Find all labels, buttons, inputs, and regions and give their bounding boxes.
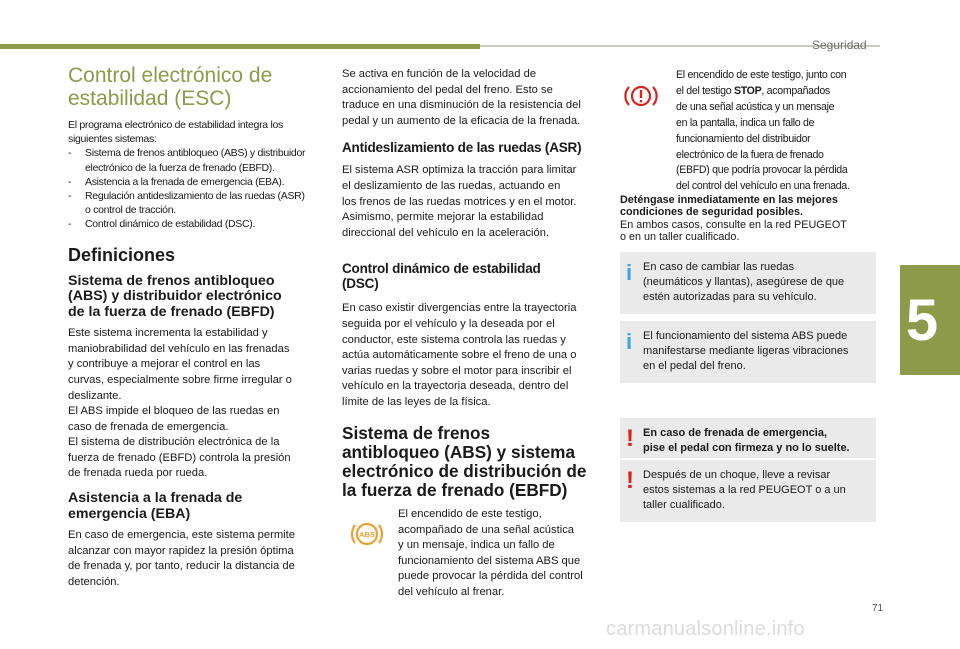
brake-lamp-text: El encendido de este testigo, junto con el del testigo STOP, acompañados de una señal acústica y un mensaje en la pantalla, indica un fallo de funcionamiento del distribuidor electrónico de la fuera de frenado (EBFD) que podría provocar la pérdida del control del vehículo en una frenada. xyxy=(676,69,850,193)
info-icon: i xyxy=(626,329,633,354)
list-item: - Sistema de frenos antibloqueo (ABS) y distribuidor electrónico de la fuerza de frenado (EBFD). xyxy=(68,147,306,174)
definitions-heading: Definiciones xyxy=(68,244,176,265)
warning-note-after-crash: ! Después de un choque, lleve a revisar estos sistemas a la red PEUGEOT o a un taller cualificado. xyxy=(620,460,876,522)
abs-icon-label: ABS xyxy=(359,530,375,539)
brake-warning-lamp-icon xyxy=(624,81,658,111)
list-item: - Asistencia a la frenada de emergencia (EBA). xyxy=(68,175,285,188)
list-item: - Control dinámico de estabilidad (DSC). xyxy=(68,218,256,231)
eba-text: En caso de emergencia, este sistema permite alcanzar con mayor rapidez la presión óptima de frenada y, por tanto, reducir la distancia de detención. xyxy=(68,529,295,588)
info-note-abs-vibrations: i El funcionamiento del sistema ABS puede manifestarse mediante ligeras vibraciones en el pedal del freno. xyxy=(620,321,876,383)
watermark-link[interactable]: carmanualsonline.info xyxy=(606,618,805,640)
warning-exclamation-icon: ! xyxy=(626,467,634,494)
dsc-heading: Control dinámico de estabilidad (DSC) xyxy=(342,261,541,292)
list-item: - Regulación antideslizamiento de las ruedas (ASR) o control de tracción. xyxy=(68,190,305,217)
abs-warning-lamp-icon xyxy=(350,517,384,551)
column-1 xyxy=(68,64,323,590)
page-number: 71 xyxy=(872,603,884,614)
header-accent-bar xyxy=(0,44,480,49)
abs-lamp-text: El encendido de este testigo, acompañado de una señal acústica y un mensaje, indica un fallo de funcionamiento del sistema ABS que puede provocar la pérdida del control del vehículo al frenar. xyxy=(398,508,583,598)
stop-instructions: Deténgase inmediatamente en las mejores condiciones de seguridad posibles. En ambos casos, consulte en la red PEUGEOT o en un taller cualificado. xyxy=(620,194,847,244)
eba-activation-text: Se activa en función de la velocidad de accionamiento del pedal del freno. Esto se traduce en una disminución de la resistencia del pedal y un aumento de la eficacia de la frenada. xyxy=(342,68,581,127)
warning-exclamation-icon: ! xyxy=(626,425,634,452)
chapter-number: 5 xyxy=(905,287,939,353)
abs-ebfd-text: Este sistema incrementa la estabilidad y maniobrabilidad del vehículo en las frenadas y contribuye a mejorar el control en las curvas, especialmente sobre firme irregular o deslizante. El ABS impide el bloqueo de las ruedas en caso de frenada de emergencia. El sistema de distribución electrónica de la fuerza de frenado (EBFD) controla la presión de frenada rueda por rueda. xyxy=(68,327,292,480)
asr-text: El sistema ASR optimiza la tracción para limitar el deslizamiento de las ruedas, actuando en los frenos de las ruedas motrices y en el motor. Asimismo, permite mejorar la estabilidad direccional del vehículo en la aceleración. xyxy=(342,164,577,239)
section-label: Seguridad xyxy=(812,38,867,52)
asr-heading: Antideslizamiento de las ruedas (ASR) xyxy=(342,140,582,156)
eba-heading: Asistencia a la frenada de emergencia (EBA) xyxy=(68,490,243,522)
warning-note-emergency-braking: ! En caso de frenada de emergencia, pise el pedal con firmeza y no lo suelte. xyxy=(620,418,876,458)
abs-ebfd-heading: Sistema de frenos antibloqueo (ABS) y distribuidor electrónico de la fuerza de frenado (EBFD) xyxy=(68,272,282,320)
page-title: Control electrónico de estabilidad (ESC) xyxy=(68,64,273,110)
info-note-wheels: i En caso de cambiar las ruedas (neumáticos y llantas), asegúrese de que estén autorizadas para su vehículo. xyxy=(620,252,876,314)
info-icon: i xyxy=(626,260,633,285)
abs-system-heading: Sistema de frenos antibloqueo (ABS) y sistema electrónico de distribución de la fuerza de frenado (EBFD) xyxy=(342,422,587,500)
system-list xyxy=(68,146,323,231)
dsc-text: En caso existir divergencias entre la trayectoria seguida por el vehículo y la deseada por el conductor, este sistema controla las ruedas y actúa automáticamente sobre el freno de una o varias ruedas y sobre el motor para inscribir el vehículo en la trayectoria deseada, dentro del límite de las leyes de la física. xyxy=(342,302,577,408)
intro-text: El programa electrónico de estabilidad integra los siguientes sistemas: xyxy=(68,119,283,146)
chapter-tab xyxy=(900,265,960,375)
column-2 xyxy=(342,67,600,508)
